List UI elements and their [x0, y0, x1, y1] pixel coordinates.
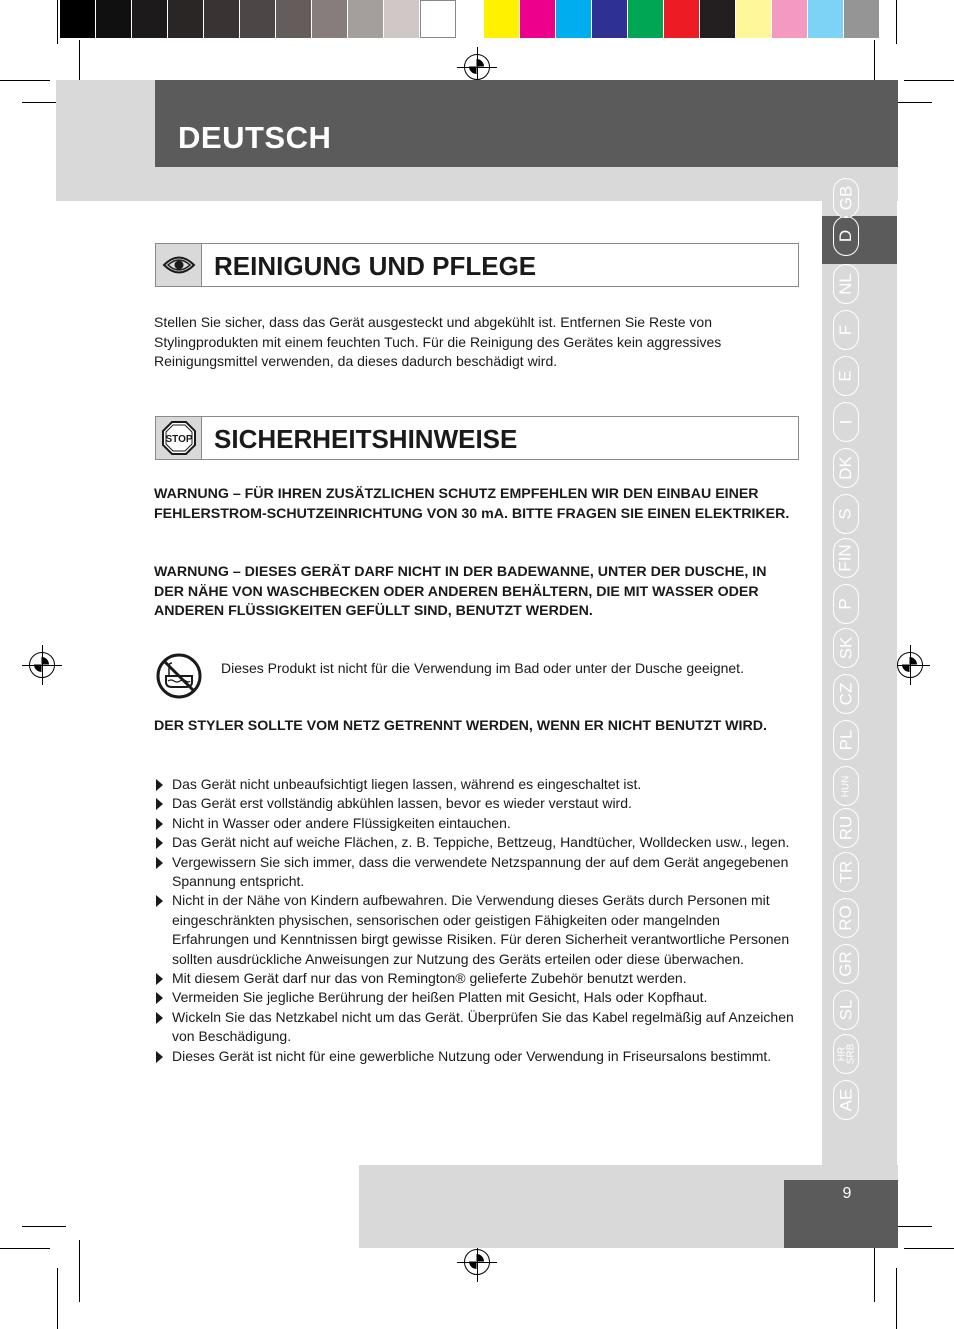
- crop-mark: [0, 1248, 50, 1249]
- language-tab-sl[interactable]: [833, 990, 859, 1030]
- color-swatch: [484, 0, 520, 38]
- color-swatch: [772, 0, 808, 38]
- language-tab-cz[interactable]: [833, 674, 859, 714]
- language-tab-s[interactable]: [833, 494, 859, 534]
- section-header-safety: [155, 416, 799, 460]
- language-tab-pl[interactable]: [833, 720, 859, 760]
- language-tab-hr-srb[interactable]: [833, 1034, 859, 1074]
- language-tab-fin[interactable]: [833, 538, 859, 578]
- language-tab-label: NL: [835, 273, 855, 295]
- crop-mark: [57, 0, 58, 44]
- section-header-cleaning: [155, 243, 799, 287]
- color-swatch: [844, 0, 880, 38]
- list-item: Das Gerät nicht auf weiche Flächen, z. B. Teppiche, Bettzeug, Handtücher, Wolldecken usw., legen.: [154, 833, 794, 852]
- color-swatch: [276, 0, 312, 38]
- language-tab-label: HUN: [840, 775, 852, 797]
- language-tab-label: E: [836, 370, 855, 382]
- safety-list: [154, 775, 794, 1066]
- warning-unplug: DER STYLER SOLLTE VOM NETZ GETRENNT WERDEN, WENN ER NICHT BENUTZT WIRD.: [154, 718, 767, 734]
- color-swatch: [384, 0, 420, 38]
- crop-mark: [0, 80, 50, 81]
- no-bath-icon: [155, 652, 203, 700]
- color-swatch: [132, 0, 168, 38]
- list-item: Nicht in Wasser oder andere Flüssigkeiten eintauchen.: [154, 814, 794, 833]
- language-tab-e[interactable]: [833, 356, 859, 396]
- registration-mark-icon: [897, 652, 923, 678]
- language-tab-gr[interactable]: [833, 944, 859, 984]
- color-swatch: [168, 0, 204, 38]
- language-tab-f[interactable]: [833, 310, 859, 350]
- color-bar-neutral: [60, 0, 456, 38]
- section-title-safety: SICHERHEITSHINWEISE: [214, 424, 518, 454]
- color-swatch: [520, 0, 556, 38]
- crop-mark: [874, 1240, 875, 1302]
- cleaning-text: Stellen Sie sicher, dass das Gerät ausgesteckt und abgekühlt ist. Entfernen Sie Reste von Stylingprodukten mit einem feuchten Tuch. Für die Reinigung des Gerätes kein aggressives Reinigungsmittel verwenden, da dieses dadurch beschädigt wird.: [154, 314, 722, 369]
- color-swatch: [96, 0, 132, 38]
- color-swatch: [592, 0, 628, 38]
- color-swatch: [700, 0, 736, 38]
- language-tab-label: RO: [836, 905, 855, 931]
- warning-rcd: WARNUNG – FÜR IHREN ZUSÄTZLICHEN SCHUTZ EMPFEHLEN WIR DEN EINBAU EINER FEHLERSTROM-SCHUTZEINRICHTUNG VON 30 mA. BITTE FRAGEN SIE EINEN ELEKTRIKER.: [154, 486, 790, 522]
- warning-water: WARNUNG – DIESES GERÄT DARF NICHT IN DER BADEWANNE, UNTER DER DUSCHE, IN DER NÄHE VON WASCHBECKEN ODER ANDEREN BEHÄLTERN, DIE MIT WASSER ODER ANDEREN FLÜSSIGKEITEN GEFÜLLT SIND, BENUTZT WERDEN.: [154, 564, 767, 619]
- language-tab-label: GR: [836, 951, 855, 977]
- color-swatch: [204, 0, 240, 38]
- language-tab-label: P: [836, 598, 855, 610]
- color-swatch: [348, 0, 384, 38]
- color-swatch: [240, 0, 276, 38]
- crop-mark: [896, 1268, 897, 1329]
- language-tab-i[interactable]: [833, 402, 859, 442]
- color-swatch: [664, 0, 700, 38]
- list-item: Wickeln Sie das Netzkabel nicht um das Gerät. Überprüfen Sie das Kabel regelmäßig auf Anzeichen von Beschädigung.: [154, 1008, 794, 1047]
- crop-mark: [22, 1226, 66, 1227]
- crop-mark: [896, 0, 897, 44]
- language-tab-label: CZ: [835, 682, 855, 706]
- registration-mark-icon: [464, 1249, 490, 1275]
- bath-note: Dieses Produkt ist nicht für die Verwendung im Bad oder unter der Dusche geeignet.: [221, 660, 744, 676]
- list-item: Dieses Gerät ist nicht für eine gewerbliche Nutzung oder Verwendung in Friseursalons bestimmt.: [154, 1047, 794, 1066]
- language-tab-p[interactable]: [833, 584, 859, 624]
- list-item: Das Gerät nicht unbeaufsichtigt liegen lassen, während es eingeschaltet ist.: [154, 775, 794, 794]
- section-title-cleaning: REINIGUNG UND PFLEGE: [214, 251, 537, 281]
- page-title: DEUTSCH: [178, 120, 332, 155]
- list-item: Das Gerät erst vollständig abkühlen lassen, bevor es wieder verstaut wird.: [154, 794, 794, 813]
- registration-mark-icon: [29, 652, 55, 678]
- language-tab-label: I: [835, 419, 855, 425]
- color-bar-process: [484, 0, 880, 38]
- language-tab-label: S: [836, 508, 855, 520]
- language-tab-label: D: [836, 229, 855, 243]
- language-tab-nl[interactable]: [833, 264, 859, 304]
- language-tab-label: GB: [836, 185, 855, 211]
- language-tab-label: RU: [836, 815, 855, 841]
- color-swatch: [60, 0, 96, 38]
- color-swatch: [312, 0, 348, 38]
- list-item: Vermeiden Sie jegliche Berührung der heißen Platten mit Gesicht, Hals oder Kopfhaut.: [154, 988, 794, 1007]
- list-item: Vergewissern Sie sich immer, dass die verwendete Netzspannung der auf dem Gerät angegebenen Spannung entspricht.: [154, 853, 794, 892]
- eye-icon: [156, 244, 202, 286]
- language-tab-label: DK: [836, 456, 855, 480]
- stop-sign-label: STOP: [164, 434, 193, 445]
- page-number: 9: [842, 1185, 852, 1202]
- crop-mark: [57, 1268, 58, 1329]
- language-tab-ae[interactable]: [833, 1080, 859, 1120]
- language-tab-d[interactable]: [833, 216, 859, 256]
- language-tab-label: SL: [835, 999, 855, 1021]
- language-tab-label: SK: [836, 636, 855, 660]
- color-swatch: [420, 0, 456, 38]
- language-tab-label: PL: [835, 729, 855, 751]
- list-item: Mit diesem Gerät darf nur das von Remington® gelieferte Zubehör benutzt werden.: [154, 969, 794, 988]
- language-tab-label: F: [835, 324, 855, 336]
- language-tab-label: AE: [836, 1088, 855, 1112]
- color-swatch: [736, 0, 772, 38]
- registration-mark-icon: [464, 54, 490, 80]
- list-item: Nicht in der Nähe von Kindern aufbewahren. Die Verwendung dieses Geräts durch Personen mit eingeschränkten physischen, sensorischen oder geistigen Fähigkeiten oder mangelnden Erfahrungen und Kenntnissen birgt gewisse Risiken. Für deren Sicherheit verantwortliche Personen sollten ausdrückliche Anweisungen zur Nutzung des Geräts erteilen oder diese überwachen.: [154, 891, 794, 969]
- stop-sign-icon: [156, 417, 202, 459]
- color-swatch: [556, 0, 592, 38]
- language-tab-dk[interactable]: [833, 448, 859, 488]
- language-tab-label: FIN: [836, 544, 856, 572]
- color-swatch: [628, 0, 664, 38]
- language-tab-gb[interactable]: [833, 178, 859, 218]
- language-tab-label: HR SRB: [836, 1043, 856, 1065]
- crop-mark: [904, 80, 954, 81]
- language-tab-hun[interactable]: [833, 766, 859, 806]
- crop-mark: [904, 1248, 954, 1249]
- language-tab-tr[interactable]: [833, 852, 859, 892]
- language-tab-label: TR: [835, 860, 855, 884]
- language-tab-ro[interactable]: [833, 898, 859, 938]
- language-tab-ru[interactable]: [833, 808, 859, 848]
- crop-mark: [79, 1240, 80, 1302]
- color-swatch: [808, 0, 844, 38]
- language-tab-sk[interactable]: [833, 628, 859, 668]
